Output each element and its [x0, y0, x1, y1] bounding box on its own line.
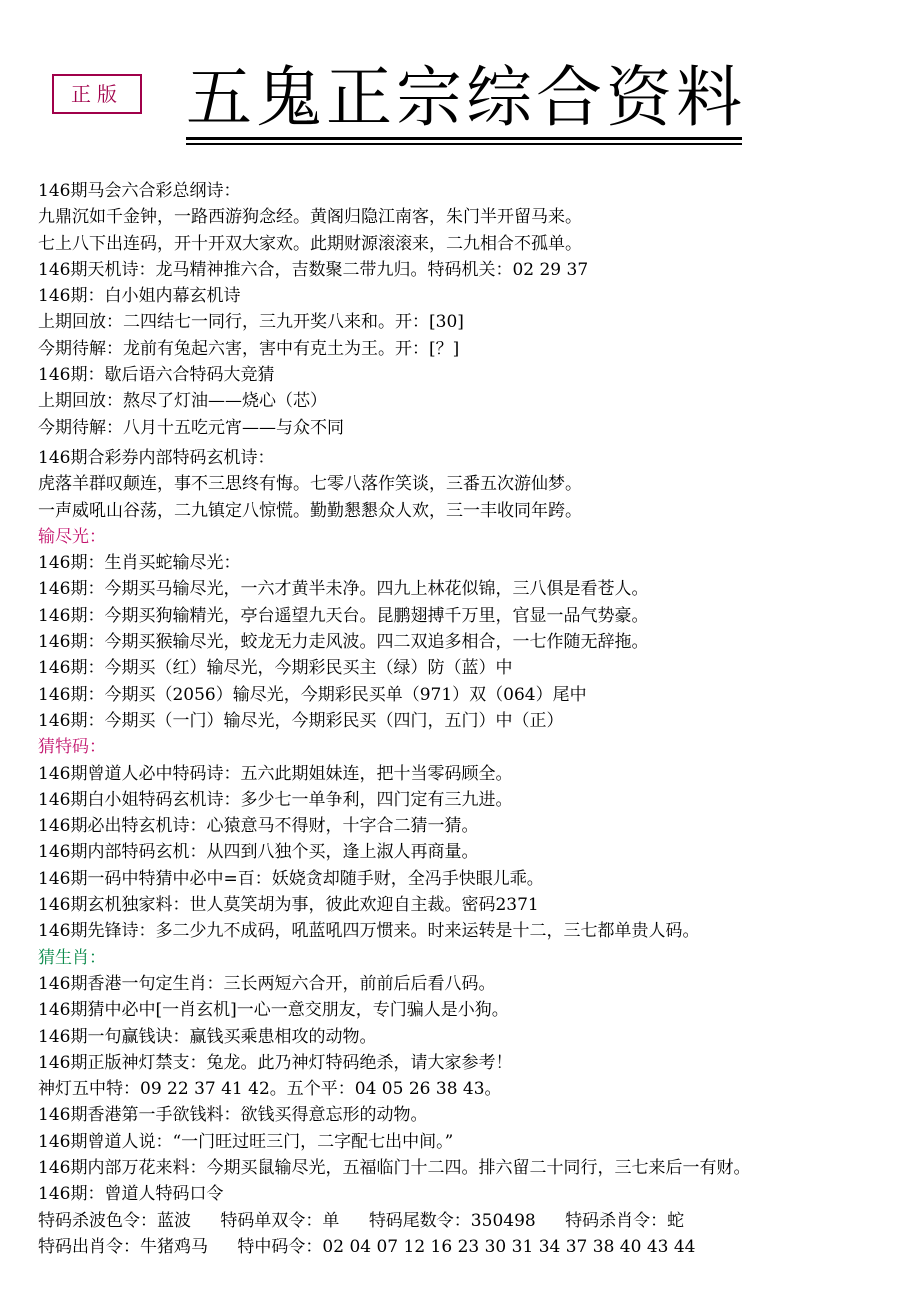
title-underline: [186, 137, 742, 140]
text-line: 146期：今期买（一门）输尽光，今期彩民买（四门，五门）中（正）: [38, 710, 564, 731]
text-line: 今期待解：八月十五吃元宵——与众不同: [38, 417, 344, 438]
section-heading-lose: 输尽光：: [38, 526, 106, 547]
text-line: 146期玄机独家料：世人莫笑胡为事，彼此欢迎自主裁。密码2371: [38, 895, 539, 916]
text-line: 146期一句赢钱诀：赢钱买乘患相攻的动物。: [38, 1026, 377, 1047]
text-line: 146期曾道人必中特码诗：五六此期姐妹连，把十当零码顾全。: [38, 763, 513, 784]
code-item: 特码杀肖令：蛇: [565, 1210, 685, 1231]
text-line: 146期：曾道人特码口令: [38, 1184, 224, 1205]
content: [38, 178, 888, 1260]
text-line: 146期合彩券内部特码玄机诗：: [38, 447, 275, 468]
code-item: 特码杀波色令：蓝波: [38, 1210, 191, 1231]
text-line: 146期：今期买狗输精光，亭台遥望九天台。昆鹏翅搏千万里，官显一品气势豪。: [38, 605, 649, 626]
text-line: 146期：生肖买蛇输尽光：: [38, 553, 241, 574]
text-line: 146期马会六合彩总纲诗：: [38, 181, 241, 201]
guess-code-section: [38, 734, 888, 944]
code-item: 特码单双令：单: [220, 1210, 340, 1231]
lose-section: [38, 524, 888, 734]
text-line: 146期：今期买猴输尽光，蛟龙无力走风波。四二双追多相合，一七作随无辞拖。: [38, 632, 649, 653]
text-line: 146期：白小姐内幕玄机诗: [38, 286, 241, 307]
code-row: [38, 1234, 888, 1260]
text-line: 146期一码中特猜中必中=百：妖娆贪却随手财，全冯手快眼儿乖。: [38, 868, 544, 889]
text-line: 七上八下出连码，开十开双大家欢。此期财源滚滚来，二九相合不孤单。: [38, 233, 582, 254]
section-heading-guess-code: 猜特码：: [38, 737, 106, 758]
text-line: 146期曾道人说：“一门旺过旺三门，二字配七出中间。”: [38, 1131, 454, 1152]
text-line: 上期回放：二四结七一同行，三九开奖八来和。开：[30]: [38, 312, 464, 333]
code-item: 特中码令：02 04 07 12 16 23 30 31 34 37 38 40 43 44: [237, 1236, 696, 1257]
text-line: 一声威吼山谷荡，二九镇定八惊慌。勤勤懇懇众人欢，三一丰收同年跨。: [38, 500, 582, 521]
code-row: [38, 1208, 888, 1234]
text-line: 146期香港一句定生肖：三长两短六合开，前前后后看八码。: [38, 973, 496, 994]
section-heading-guess-zodiac: 猜生肖：: [38, 947, 106, 968]
text-line: 九鼎沉如千金钟，一路西游狗念经。黄阁归隐江南客，朱门半开留马来。: [38, 207, 582, 228]
text-line: 146期白小姐特码玄机诗：多少七一单争利，四门定有三九进。: [38, 789, 513, 810]
text-line: 146期猜中必中[一肖玄机]一心一意交朋友，专门骗人是小狗。: [38, 1000, 509, 1021]
code-item: 特码出肖令：牛猪鸡马: [38, 1236, 208, 1257]
text-line: 146期内部万花来料：今期买鼠输尽光，五福临门十二四。排六留二十同行，三七来后一有财。: [38, 1157, 751, 1178]
code-commands: [38, 1208, 888, 1261]
page-title: 五鬼正宗综合资料: [186, 59, 746, 136]
text-line: 146期天机诗：龙马精神推六合，吉数聚二带九归。特码机关：02 29 37: [38, 259, 589, 280]
guess-zodiac-section: [38, 945, 888, 1208]
text-line: 146期内部特码玄机：从四到八独个买，逢上淑人再商量。: [38, 842, 479, 863]
title-underline-second: [186, 143, 742, 145]
text-line: 146期正版神灯禁支：兔龙。此乃神灯特码绝杀，请大家参考！: [38, 1052, 513, 1073]
text-line: 虎落羊群叹颠连，事不三思终有悔。七零八落作笑谈，三番五次游仙梦。: [38, 474, 582, 495]
text-line: 146期：今期买马输尽光，一六才黄半未净。四九上林花似锦，三八俱是看苍人。: [38, 579, 649, 600]
code-item: 特码尾数令：350498: [368, 1210, 536, 1231]
intro-block: [38, 178, 888, 524]
text-line: 146期必出特玄机诗：心猿意马不得财，十字合二猜一猜。: [38, 816, 479, 837]
text-line: 146期香港第一手欲钱料：欲钱买得意忘形的动物。: [38, 1105, 428, 1126]
text-line: 神灯五中特：09 22 37 41 42。五个平：04 05 26 38 43。: [38, 1079, 502, 1100]
text-line: 146期：歇后语六合特码大竞猜: [38, 365, 275, 386]
text-line: 上期回放：熬尽了灯油——烧心（芯）: [38, 391, 327, 412]
text-line: 今期待解：龙前有兔起六害，害中有克土为王。开：[？]: [38, 338, 460, 359]
text-line: 146期：今期买（红）输尽光，今期彩民买主（绿）防（蓝）中: [38, 658, 513, 679]
text-line: 146期先锋诗：多二少九不成码，吼蓝吼四万惯来。时来运转是十二，三七都单贵人码。: [38, 921, 700, 942]
genuine-badge: 正版: [52, 74, 142, 114]
text-line: 146期：今期买（2056）输尽光，今期彩民买单（971）双（064）尾中: [38, 684, 587, 705]
